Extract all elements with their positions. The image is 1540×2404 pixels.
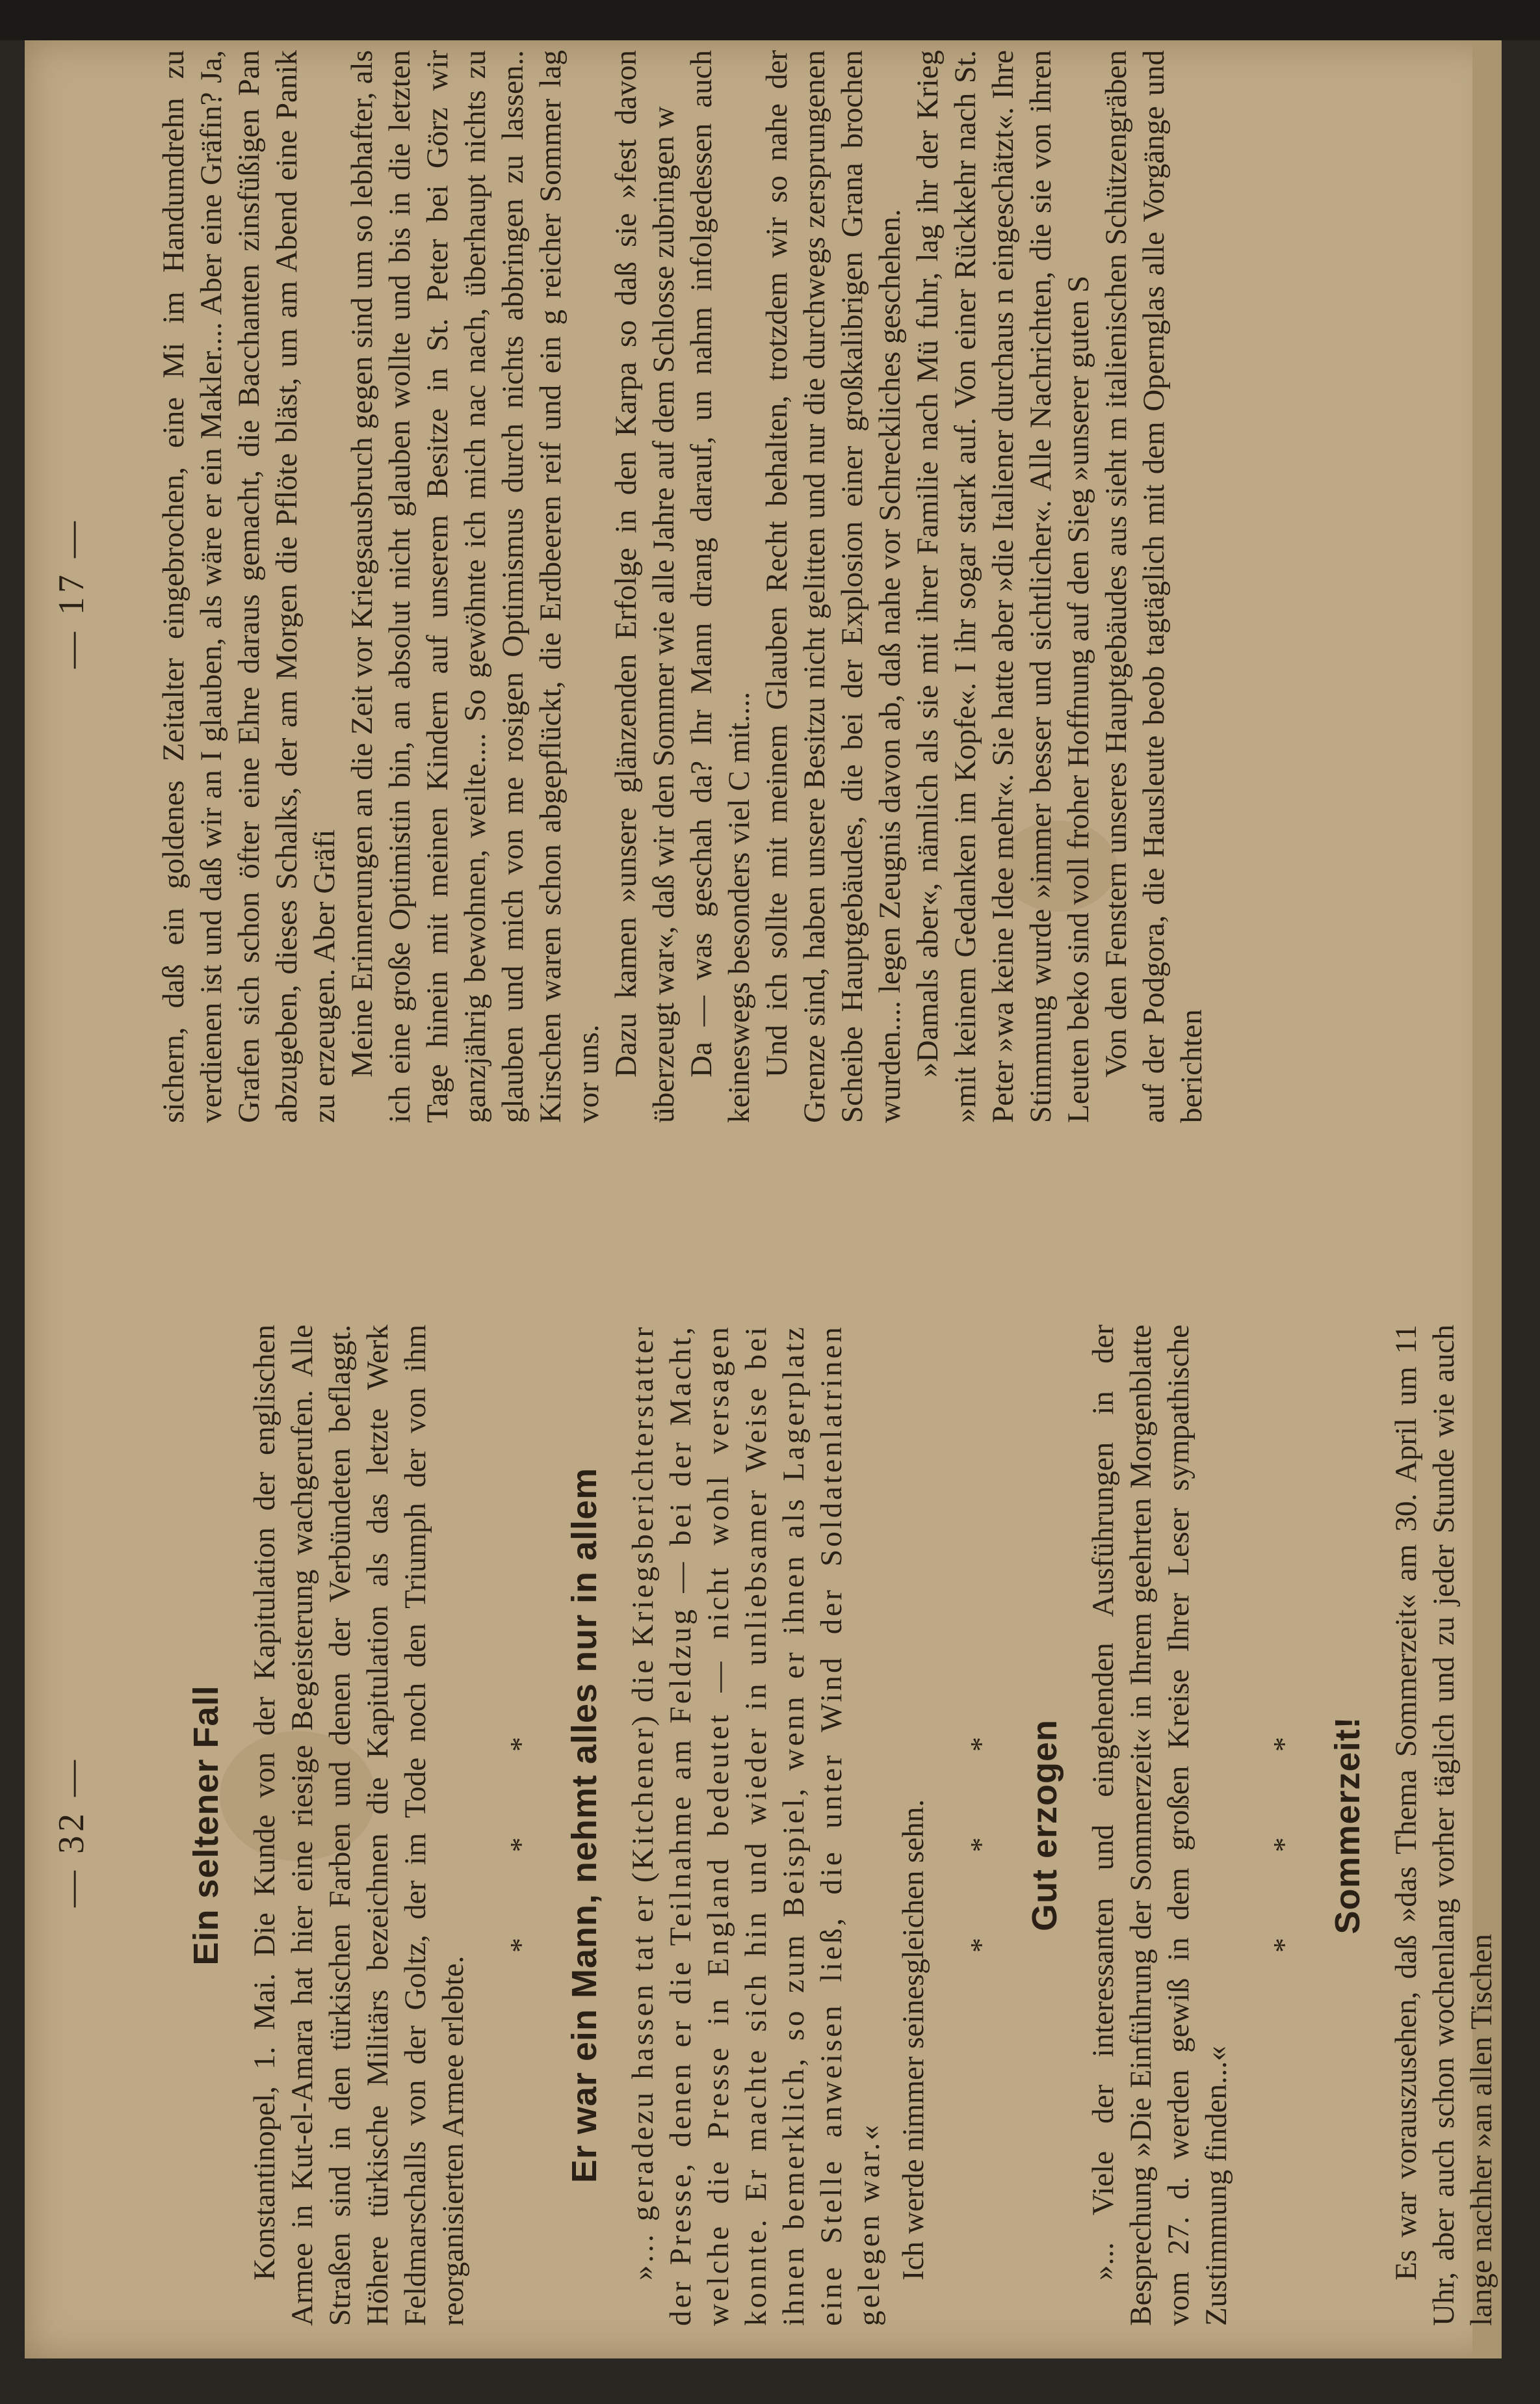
section-paragraph: »... geradezu hassen tat er (Kitchener) die Kriegsberichterstatter der Presse, denen er die Teilnahme am Feldzug — bei der Macht, welche die Presse in England bedeutet — nicht wohl versagen konnte. Er machte sich hin und wieder in unliebsamer Weise bei ihnen bemerklich, so zum Beispiel, wenn er ihnen als Lagerplatz eine Stelle anweisen ließ, die unter Wind der Soldatenlatrinen gelegen war.« [626,1325,886,2326]
page-number-left: — 32 — [51,1756,92,1907]
right-column [155,50,1210,1123]
section-paragraph: Es war vorauszusehen, daß »das Thema Sommerzeit« am 30. April um 11 Uhr, aber auch schon wochenlang vorher täglich und zu jeder Stunde wie auch lange nachher »an allen Tischen [1389,1325,1498,2326]
section-paragraph: Ich werde nimmer seinesgleichen sehn. [896,1799,930,2280]
left-column [161,1325,1500,2326]
section-paragraph: Konstantinopel, 1. Mai. Die Kunde von der Kapitulation der englischen Armee in Kut-el-Amara hat hier eine riesige Begeisterung wachgerufen. Alle Straßen sind in den türkischen Farben und denen der Verbündeten beflaggt. Höhere türkische Militärs bezeichnen die Kapitulation als das letzte Werk Feldmarschalls von der Goltz, der im Tode noch den Triumph der von ihm reorganisierten Armee erlebte. [248,1325,470,2326]
body-paragraph: »Damals aber«, nämlich als sie mit ihrer Familie nach Mü fuhr, lag ihr der Krieg »mit keinem Gedanken im Kopfe«. I ihr sogar stark auf. Von einer Rückkehr nach St. Peter »wa keine Idee mehr«. Sie hatte aber »die Italiener durchaus n eingeschätzt«. Ihre Stimmung wurde »immer besser und sichtlicher«. Alle Nachrichten, die sie von ihren Leuten beko sind voll froher Hoffnung auf den Sieg »unserer guten S [911,50,1095,1123]
separator-stars: * * * [504,1698,537,1953]
body-paragraph: Meine Erinnerungen an die Zeit vor Kriegsausbruch gegen sind um so lebhafter, als ich eine große Optimistin bin, an absolut nicht glauben wollte und bis in die letzten Tage hinein mit meinen Kindern auf unserem Besitze in St. Peter bei Görz wir ganzjährig bewohnen, weilte.... So gewöhnte ich mich nac nach, überhaupt nichts zu glauben und mich von me rosigen Optimismus durch nichts abbringen zu lassen.. Kirschen waren schon abgepflückt, die Erdbeeren reif und ein g reicher Sommer lag vor uns. [345,50,605,1123]
section-title: Ein seltener Fall [187,1685,226,1966]
section-title: Sommerzeit! [1328,1716,1367,1935]
page-number-right: — 17 — [51,518,92,668]
body-paragraph: Dazu kamen »unsere glänzenden Erfolge in den Karpa so daß sie »fest davon überzeugt war«, daß wir den Sommer wie alle Jahre auf dem Schlosse zubringen w [609,50,681,1123]
section-paragraph: »... Viele der interessanten und eingehenden Ausführungen in der Besprechung »Die Einführung der Sommerzeit« in Ihrem geehrten Morgenblatte vom 27. d. werden gewiß in dem großen Kreise Ihrer Leser sympathische Zustimmung finden...« [1086,1325,1233,2326]
top-dark-strip [0,0,1540,40]
left-page [38,1318,1498,2345]
rotated-spread [38,50,1498,2365]
section-title: Gut erzogen [1025,1719,1064,1932]
separator-stars: * * * [1267,1698,1300,1953]
right-page [38,50,1487,1136]
body-paragraph: Von den Fenstern unseres Hauptgebäudes aus sieht m italienischen Schützengräben auf der Podgora, die Hausleute beob tagtäglich mit dem Opernglas alle Vorgänge und berichten [1099,50,1208,1123]
body-paragraph: sichern, daß ein goldenes Zeitalter eingebrochen, eine Mi im Handumdrehn zu verdienen ist und daß wir an I glauben, als wäre er ein Makler.... Aber eine Gräfin? Ja, Grafen sich schon öfter eine Ehre daraus gemacht, die Bacchanten zinsfüßigen Pan abzugeben, dieses Schalks, der am Morgen die Pflöte bläst, um am Abend eine Panik zu erzeugen. Aber Gräfi [157,50,341,1123]
section-title: Er war ein Mann, nehmt alles nur in allem [565,1467,604,2184]
body-paragraph: Da — was geschah da? Ihr Mann drang darauf, un nahm infolgedessen auch keineswegs besonders viel C mit.... [685,50,756,1123]
separator-stars: * * * [964,1698,997,1953]
body-paragraph: Und ich sollte mit meinem Glauben Recht behalten, trotzdem wir so nahe der Grenze sind, haben unsere Besitzu nicht gelitten und nur die durchwegs zersprungenen Scheibe Hauptgebäudes, die bei der Explosion einer großkalibrigen Grana brochen wurden.... legen Zeugnis davon ab, daß nahe vor Schreckliches geschehen. [760,50,907,1123]
